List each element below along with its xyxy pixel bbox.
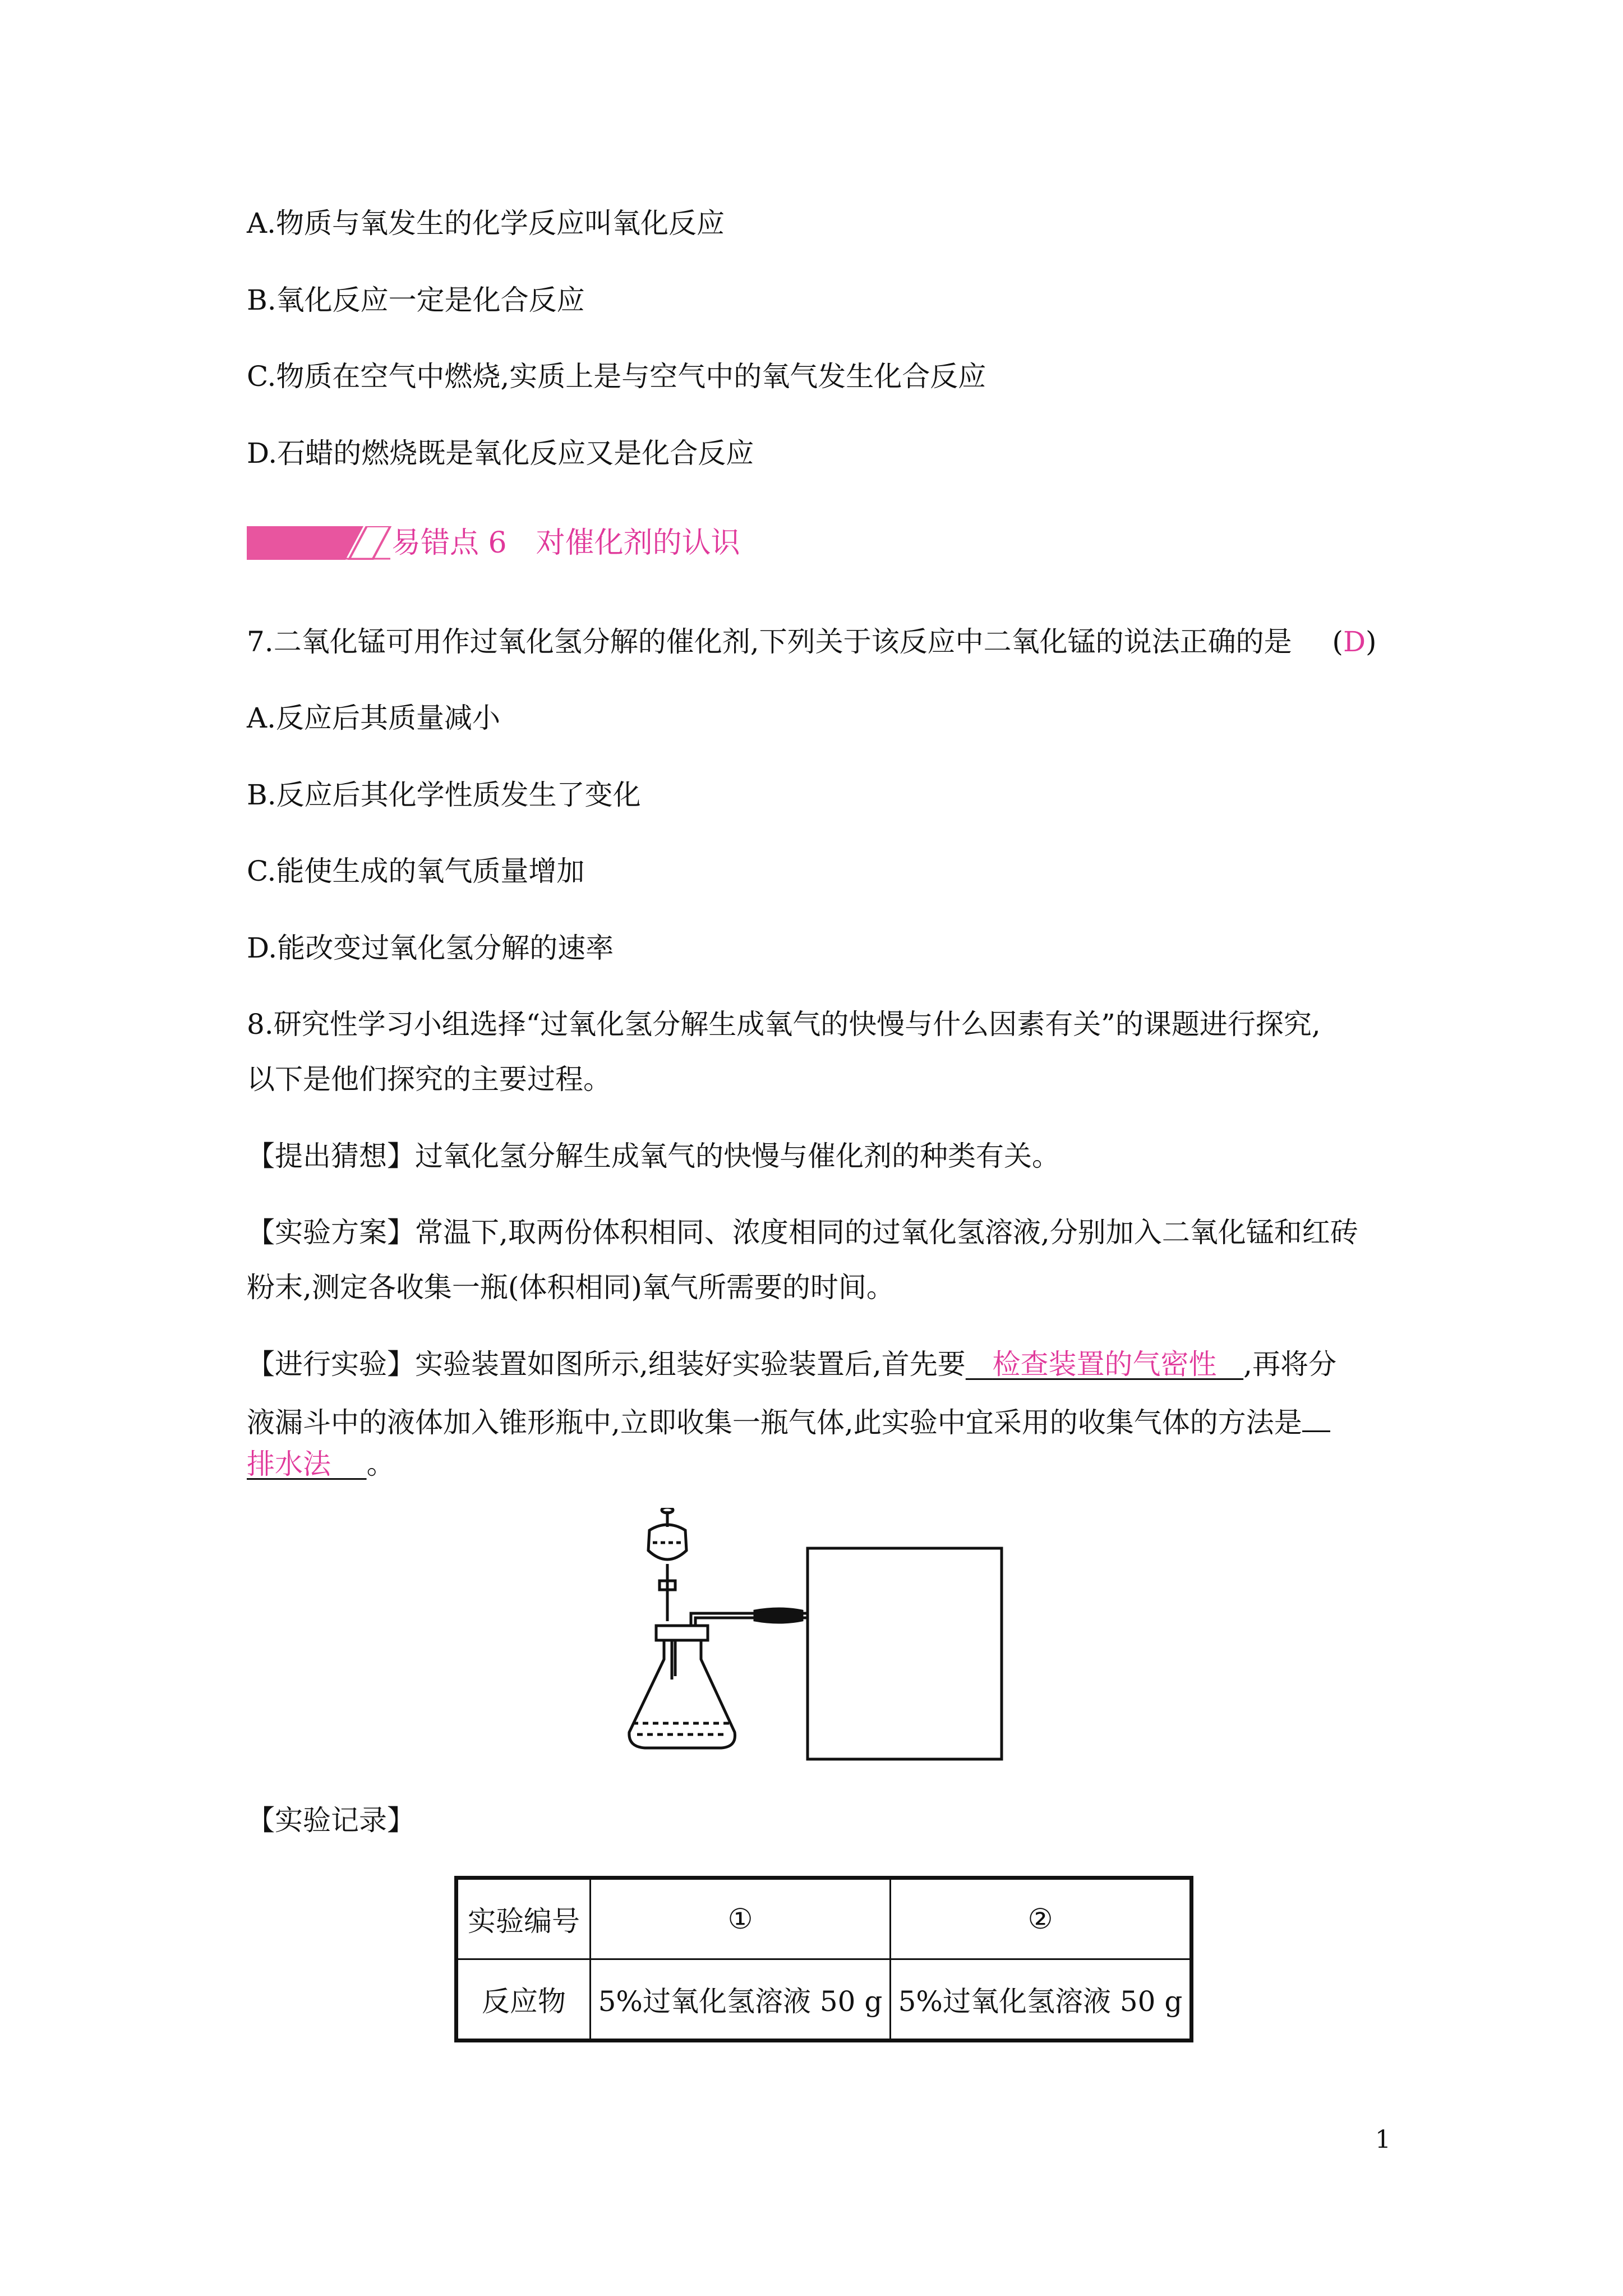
q8-exp-answer1: 检查装置的气密性 (992, 1348, 1217, 1381)
table-cell: 反应物 (457, 1959, 591, 2041)
table-cell: 5%过氧化氢溶液 50 g (591, 1959, 891, 2041)
q8-exp-answer1-blank (966, 1348, 1243, 1381)
apparatus-diagram (617, 1508, 1021, 1766)
q7-option-a: A.反应后其质量减小 (247, 702, 501, 734)
q8-plan-line2: 粉末,测定各收集一瓶(体积相同)氧气所需要的时间。 (247, 1271, 895, 1304)
q7-stem-line (247, 625, 1377, 659)
section-title: 易错点 6 对催化剂的认识 (391, 526, 740, 560)
q8-hypothesis: 【提出猜想】过氧化氢分解生成氧气的快慢与催化剂的种类有关。 (247, 1140, 1060, 1172)
q8-experiment-line1 (247, 1347, 1336, 1381)
q8-stem-line1: 8.研究性学习小组选择“过氧化氢分解生成氧气的快慢与什么因素有关”的课题进行探究, (247, 1008, 1321, 1041)
q8-exp-answer2: 排水法 (247, 1448, 331, 1480)
q6-option-d: D.石蜡的燃烧既是氧化反应又是化合反应 (247, 437, 754, 470)
q8-experiment-line3 (247, 1447, 395, 1481)
table-header-cell: ② (891, 1878, 1192, 1959)
q7-option-d: D.能改变过氧化氢分解的速率 (247, 932, 614, 964)
section-heading (247, 521, 1032, 565)
q8-exp-mid: ,再将分 (1243, 1348, 1337, 1381)
q8-plan-line1: 【实验方案】常温下,取两份体积相同、浓度相同的过氧化氢溶液,分别加入二氧化锰和红砖 (247, 1216, 1358, 1249)
q6-option-b: B.氧化反应一定是化合反应 (247, 284, 585, 316)
q7-answer: D (1343, 625, 1366, 658)
q7-option-b: B.反应后其化学性质发生了变化 (247, 779, 641, 811)
q6-option-c: C.物质在空气中燃烧,实质上是与空气中的氧气发生化合反应 (247, 360, 986, 393)
q7-option-c: C.能使生成的氧气质量增加 (247, 855, 585, 887)
q8-stem-line2: 以下是他们探究的主要过程。 (247, 1063, 611, 1096)
q8-exp-prefix: 【进行实验】实验装置如图所示,组装好实验装置后,首先要 (247, 1348, 966, 1381)
q8-blank-start (1302, 1402, 1330, 1432)
table-cell: 5%过氧化氢溶液 50 g (891, 1959, 1192, 2041)
page-number: 1 (1375, 2125, 1391, 2154)
q8-experiment-line2 (247, 1402, 1330, 1439)
section-banner-icon (247, 526, 393, 560)
q7-stem: 7.二氧化锰可用作过氧化氢分解的催化剂,下列关于该反应中二氧化锰的说法正确的是 (247, 625, 1292, 658)
q8-record-label: 【实验记录】 (247, 1804, 415, 1837)
table-row (457, 1959, 1192, 2041)
q8-exp-line2: 液漏斗中的液体加入锥形瓶中,立即收集一瓶气体,此实验中宜采用的收集气体的方法是 (247, 1406, 1302, 1439)
q7-paren-open: ( (1332, 625, 1343, 658)
table-header-cell: ① (591, 1878, 891, 1959)
q7-paren-close: ) (1366, 625, 1377, 658)
q8-exp-end: 。 (366, 1448, 395, 1480)
q6-option-a: A.物质与氧发生的化学反应叫氧化反应 (247, 207, 725, 240)
table-row (457, 1878, 1192, 1959)
q8-exp-answer2-blank (247, 1448, 367, 1480)
table-header-cell: 实验编号 (457, 1878, 591, 1959)
record-table (454, 1876, 1193, 2042)
